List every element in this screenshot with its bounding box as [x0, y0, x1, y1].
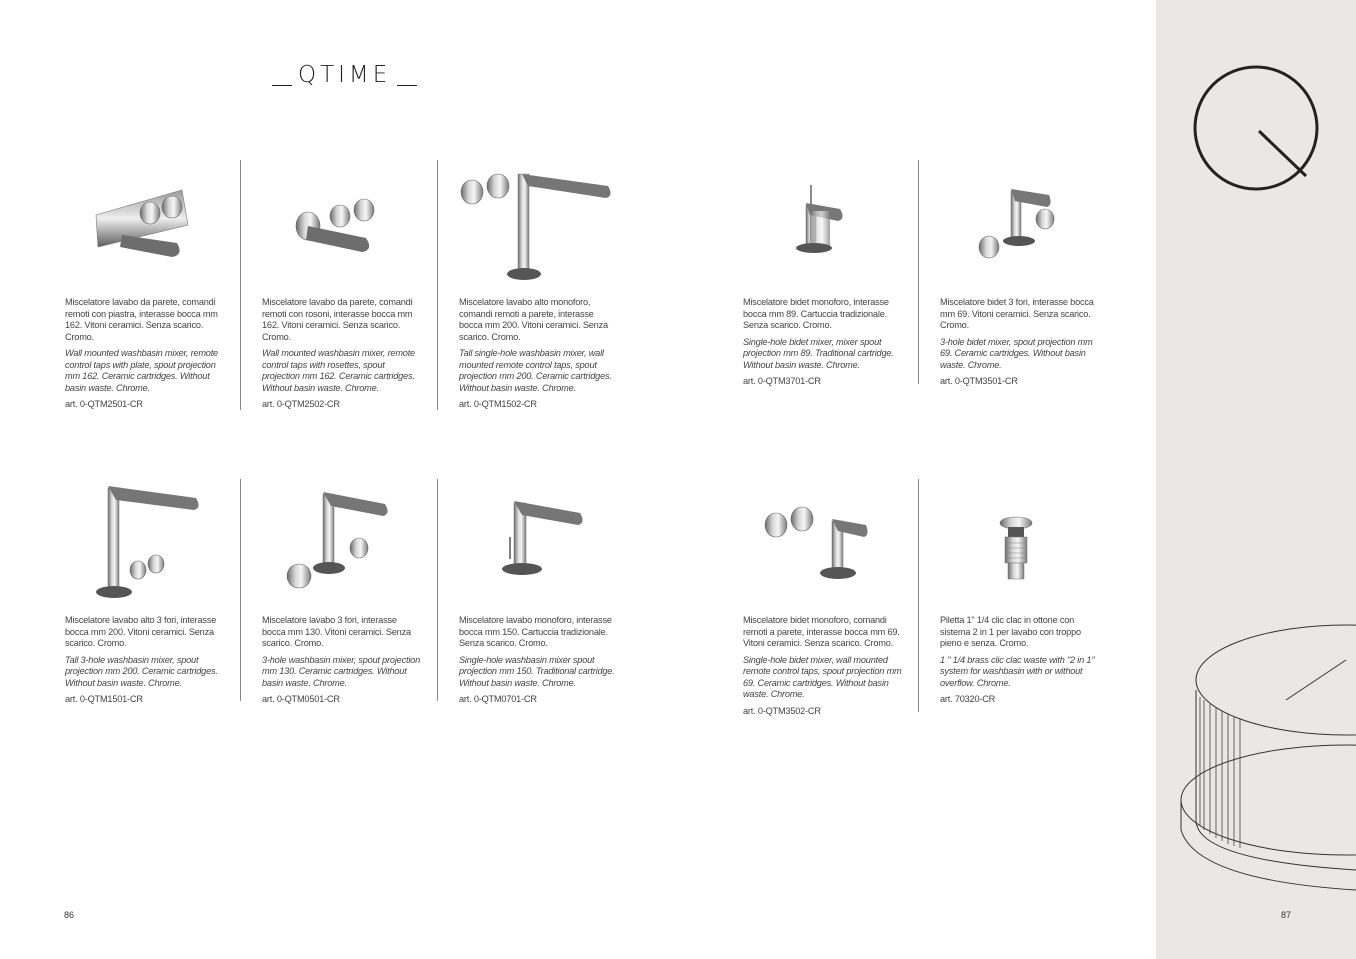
- description-english: Tall 3-hole washbasin mixer, spout projection mm 200. Ceramic cartridges. Without basin waste. Chrome.: [65, 654, 218, 688]
- product-qtm3501: [940, 297, 1100, 388]
- description-english: Wall mounted washbasin mixer, remote control taps with rosettes, spout projection mm 162. Ceramic cartridges. Without basin waste. Chrome.: [262, 348, 415, 393]
- product-qtm1502: [459, 297, 619, 411]
- product-qtm2502: [262, 297, 422, 411]
- brand-title: [266, 62, 423, 88]
- product-qtm0701: [459, 615, 619, 706]
- product-qtm3701: [743, 297, 903, 388]
- description-english: Wall mounted washbasin mixer, remote control taps with plate, spout projection mm 162. Ceramic cartridges. Without basin waste. Chrome.: [65, 348, 218, 393]
- article-code: art. 0-QTM1502-CR: [459, 399, 537, 409]
- q-logo-and-knob-illustration: [1156, 0, 1356, 959]
- divider: [240, 479, 241, 701]
- sidebar-panel: [1156, 0, 1356, 959]
- article-code: art. 0-QTM1501-CR: [65, 694, 143, 704]
- title-dash-left: [272, 85, 292, 87]
- description-italian: Miscelatore bidet monoforo, comandi remoti a parete, interasse bocca mm 69. Vitoni ceramici. Senza scarico. Cromo.: [743, 615, 900, 648]
- divider: [918, 479, 919, 712]
- article-code: art. 0-QTM2501-CR: [65, 399, 143, 409]
- description-italian: Miscelatore lavabo alto monoforo, comandi remoti a parete, interasse bocca mm 200. Vitoni ceramici. Senza scarico. Cromo.: [459, 297, 608, 342]
- product-image-qtm2502: [292, 198, 382, 258]
- page-number-right: 87: [1281, 910, 1292, 920]
- divider: [437, 160, 438, 410]
- product-image-qtm0701: [500, 497, 590, 582]
- article-code: art. 0-QTM0701-CR: [459, 694, 537, 704]
- description-italian: Miscelatore lavabo da parete, comandi remoti con rosoni, interasse bocca mm 162. Vitoni ceramici. Senza scarico. Cromo.: [262, 297, 413, 342]
- description-italian: Miscelatore bidet monoforo, interasse bocca mm 89. Cartuccia tradizionale. Senza scarico. Cromo.: [743, 297, 889, 330]
- product-70320: [940, 615, 1100, 706]
- divider: [240, 160, 241, 410]
- product-qtm3502: [743, 615, 903, 717]
- product-image-qtm3701: [792, 185, 852, 260]
- description-english: 3-hole bidet mixer, spout projection mm 69. Ceramic cartridges. Without basin waste. Chrome.: [940, 336, 1093, 370]
- article-code: art. 70320-CR: [940, 694, 996, 704]
- description-italian: Miscelatore bidet 3 fori, interasse bocca mm 69. Vitoni ceramici. Senza scarico. Cromo.: [940, 297, 1094, 330]
- article-code: art. 0-QTM3502-CR: [743, 705, 821, 716]
- title-dash-right: [397, 85, 417, 87]
- article-code: art. 0-QTM0501-CR: [262, 694, 340, 704]
- product-image-qtm3502: [762, 505, 874, 585]
- product-image-qtm0501: [285, 490, 395, 590]
- description-english: Single-hole bidet mixer, mixer spout projection mm 89. Traditional cartridge. Without basin waste. Chrome.: [743, 336, 894, 370]
- product-qtm2501: [65, 297, 225, 411]
- article-code: art. 0-QTM3501-CR: [940, 376, 1018, 386]
- product-qtm1501: [65, 615, 225, 706]
- article-code: art. 0-QTM3701-CR: [743, 376, 821, 386]
- description-italian: Piletta 1" 1/4 clic clac in ottone con sistema 2 in 1 per lavabo con troppo pieno e senza. Cromo.: [940, 615, 1081, 648]
- article-code: art. 0-QTM2502-CR: [262, 399, 340, 409]
- description-english: Single-hole washbasin mixer spout projection mm 150. Traditional cartridge. Without basin waste. Chrome.: [459, 654, 615, 688]
- description-english: 1 " 1/4 brass clic clac waste with "2 in 1" system for washbasin with or without overflow. Chrome.: [940, 654, 1095, 688]
- product-image-qtm1501: [92, 484, 207, 599]
- product-image-qtm3501: [975, 185, 1060, 265]
- description-italian: Miscelatore lavabo da parete, comandi remoti con piastra, interasse bocca mm 162. Vitoni ceramici. Senza scarico. Cromo.: [65, 297, 218, 342]
- description-italian: Miscelatore lavabo alto 3 fori, interasse bocca mm 200. Vitoni ceramici. Senza scarico. Cromo.: [65, 615, 217, 648]
- product-qtm0501: [262, 615, 422, 706]
- divider: [918, 160, 919, 384]
- description-italian: Miscelatore lavabo 3 fori, interasse bocca mm 130. Vitoni ceramici. Senza scarico. Cromo.: [262, 615, 411, 648]
- page-number-left: 86: [64, 910, 75, 920]
- product-image-70320: [996, 515, 1036, 585]
- product-image-qtm1502: [458, 168, 618, 283]
- description-english: Tall single-hole washbasin mixer, wall mounted remote control taps, spout projection mm 200. Ceramic cartridges. Without basin waste. Chrome.: [459, 348, 612, 393]
- description-english: 3-hole washbasin mixer, spout projection mm 130. Ceramic cartridges. Without basin waste. Chrome.: [262, 654, 420, 688]
- divider: [437, 479, 438, 701]
- description-english: Single-hole bidet mixer, wall mounted remote control taps, spout projection mm 69. Ceramic cartridges. Without basin waste. Chrome.: [743, 654, 902, 699]
- description-italian: Miscelatore lavabo monoforo, interasse bocca mm 150. Cartuccia tradizionale. Senza scarico. Cromo.: [459, 615, 612, 648]
- product-image-qtm2501: [92, 185, 192, 265]
- brand-name: QTIME: [298, 62, 392, 88]
